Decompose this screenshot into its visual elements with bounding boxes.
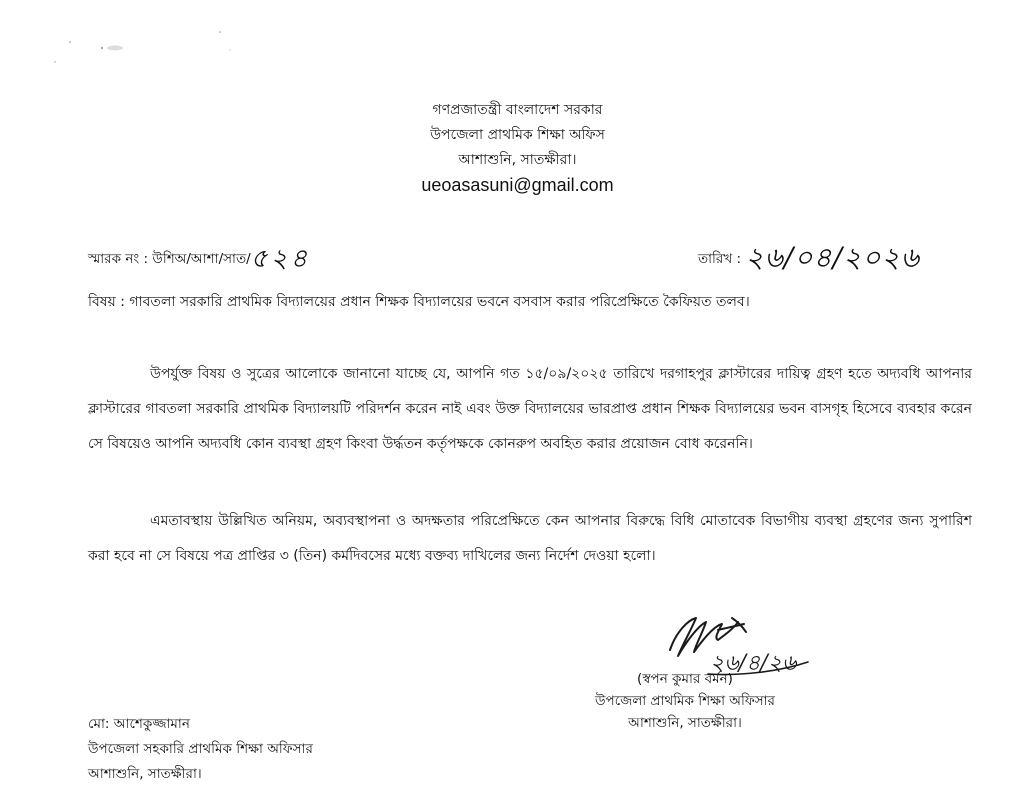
signature-date: ২৬/৪/২৬ xyxy=(710,651,797,676)
letterhead-email: ueoasasuni@gmail.com xyxy=(421,175,614,195)
body-paragraph-1: উপর্যুক্ত বিষয় ও সুত্রের আলোকে জানানো যাচ্ছে যে, আপনি গত ১৫/০৯/২০২৫ তারিখে দরগাহপুর ক্লাস্টারের দায়িত্ব গ্রহণ হতে অদ্যবধি আপনার ক্লাস্টারের গাবতলা সরকারি প্রাথমিক বিদ্যালয়টি পরিদর্শন করেন নাই এবং উক্ত বিদ্যালয়ের ভারপ্রাপ্ত প্রধান শিক্ষক বিদ্যালয়ের ভবন বাসগৃহ হিসেবে ব্যবহার করেন সে বিষয়েও আপনি অদ্যবধি কোন ব্যবস্থা গ্রহণ কিংবা উর্দ্ধতন কর্তৃপক্ষকে কোনরুপ অবহিত করার প্রয়োজন বোধ করেননি। xyxy=(88,366,972,452)
reference-number xyxy=(88,238,310,282)
letterhead-government: গণপ্রজাতন্ত্রী বাংলাদেশ সরকার xyxy=(432,102,603,118)
signatory-block xyxy=(560,668,810,734)
recipient-designation: উপজেলা সহকারি প্রাথমিক শিক্ষা অফিসার xyxy=(88,741,313,757)
letterhead-location: আশাশুনি, সাতক্ষীরা। xyxy=(458,152,577,168)
reference-label: স্মারক নং : উশিঅ/আশা/সাত/ xyxy=(88,251,251,267)
body-paragraph-2: এমতাবস্থায় উল্লিখিত অনিয়ম, অব্যবস্থাপনা ও অদক্ষতার পরিপ্রেক্ষিতে কেন আপনার বিরুদ্ধে বিধি মোতাবেক বিভাগীয় ব্যবস্থা গ্রহণের জন্য সুপারিশ করা হবে না সে বিষয়ে পত্র প্রাপ্তির ৩ (তিন) কর্মদিবসের মধ্যে বক্তব্য দাখিলের জন্য নির্দেশ দেওয়া হলো। xyxy=(88,513,972,564)
recipient-name: মো: আশেকুজ্জামান xyxy=(88,716,190,732)
scan-specks xyxy=(40,20,240,80)
letterhead xyxy=(0,98,1035,198)
subject-line: বিষয় : গাবতলা সরকারি প্রাথমিক বিদ্যালয়ের প্রধান শিক্ষক বিদ্যালয়ের ভবনে বসবাস করার পরিপ্রেক্ষিতে কৈফিয়ত তলব। xyxy=(88,294,750,310)
date-handwritten-value: ২৬/০৪/২০২৬ xyxy=(745,241,920,274)
recipient-block xyxy=(88,712,313,787)
letter-date xyxy=(698,236,920,283)
letterhead-office: উপজেলা প্রাথমিক শিক্ষা অফিস xyxy=(430,127,605,143)
date-label: তারিখ : xyxy=(698,251,742,267)
recipient-location: আশাশুনি, সাতক্ষীরা। xyxy=(88,766,202,782)
signatory-name: (স্বপন কুমার বর্মন) xyxy=(637,671,733,687)
signatory-location: আশাশুনি, সাতক্ষীরা। xyxy=(628,715,742,731)
reference-handwritten-number: ৫২৪ xyxy=(250,244,311,274)
signatory-designation: উপজেলা প্রাথমিক শিক্ষা অফিসার xyxy=(595,693,775,709)
